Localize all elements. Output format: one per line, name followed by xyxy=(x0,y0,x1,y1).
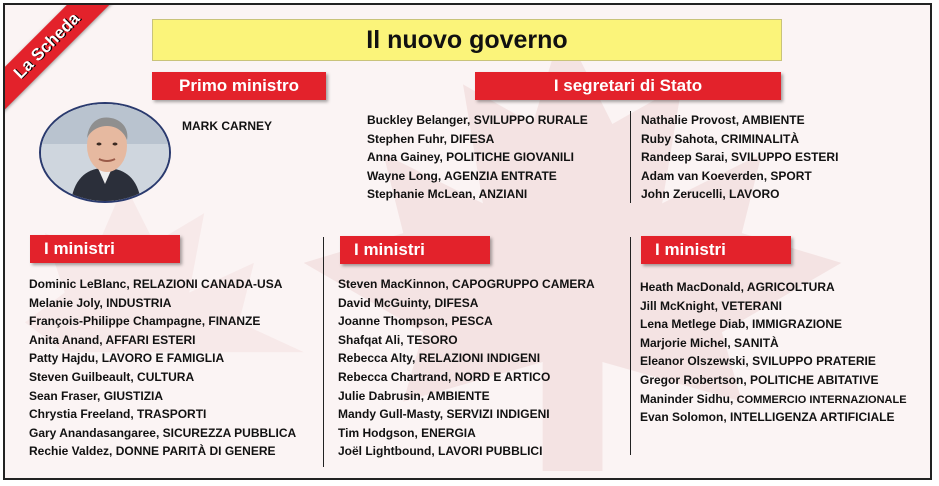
list-item xyxy=(640,315,907,334)
portfolio: INDUSTRIA xyxy=(106,295,172,310)
list-item xyxy=(29,275,296,294)
portfolio: TESORO xyxy=(406,332,458,347)
ministri-header-3: I ministri xyxy=(641,236,791,264)
list-item xyxy=(640,408,907,427)
portfolio: DONNE PARITÀ DI GENERE xyxy=(115,444,276,459)
list-item xyxy=(367,111,588,130)
portfolio: AMBIENTE xyxy=(426,388,490,403)
person-name: Joël Lightbound, xyxy=(338,444,438,459)
portfolio: SERVIZI INDIGENI xyxy=(446,407,550,422)
person-name: Tim Hodgson, xyxy=(338,425,422,440)
person-name: John Zerucelli, xyxy=(641,187,730,202)
portfolio: ENERGIA xyxy=(421,425,476,440)
person-name: Stephanie McLean, xyxy=(367,187,479,202)
portfolio: AGRICOLTURA xyxy=(746,280,835,294)
la-scheda-ribbon: La Scheda xyxy=(3,3,128,127)
list-item xyxy=(641,167,838,186)
portfolio: COMMERCIO INTERNAZIONALE xyxy=(736,393,907,406)
page-title: Il nuovo governo xyxy=(152,19,782,61)
portfolio: PESCA xyxy=(451,314,493,329)
person-name: Gregor Robertson, xyxy=(640,372,751,387)
portfolio: SANITÀ xyxy=(734,335,779,350)
person-name: Stephen Fuhr, xyxy=(367,131,451,146)
list-item xyxy=(640,352,907,371)
list-item xyxy=(29,424,296,443)
list-item xyxy=(29,387,296,406)
person-name: Julie Dabrusin, xyxy=(338,388,427,403)
person-name: Gary Anandasangaree, xyxy=(29,425,163,440)
person-name: Randeep Sarai, xyxy=(641,150,732,165)
divider xyxy=(630,111,631,203)
portfolio: CAPOGRUPPO CAMERA xyxy=(452,277,595,291)
list-item xyxy=(367,167,588,186)
person-name: Jill McKnight, xyxy=(640,298,722,313)
list-item xyxy=(29,368,296,387)
list-item xyxy=(338,405,595,424)
list-item xyxy=(29,405,296,424)
portfolio: DIFESA xyxy=(450,131,495,146)
person-name: Wayne Long, xyxy=(367,168,445,183)
list-item xyxy=(640,297,907,316)
ministri-header-2: I ministri xyxy=(340,236,490,264)
portfolio: AGENZIA ENTRATE xyxy=(444,168,557,183)
person-name: Steven MacKinnon, xyxy=(338,277,453,291)
avatar xyxy=(39,102,171,203)
portfolio: TRASPORTI xyxy=(137,407,207,422)
person-name: David McGuinty, xyxy=(338,295,435,310)
portfolio: POLITICHE GIOVANILI xyxy=(446,150,574,165)
person-name: François-Philippe Champagne, xyxy=(29,314,209,329)
portfolio: ANZIANI xyxy=(478,187,528,202)
portrait-icon xyxy=(41,104,169,201)
list-item xyxy=(641,111,838,130)
list-item xyxy=(29,294,296,313)
person-name: Anna Gainey, xyxy=(367,150,447,165)
person-name: Rebecca Chartrand, xyxy=(338,369,455,384)
person-name: Sean Fraser, xyxy=(29,388,104,403)
person-name: Nathalie Provost, xyxy=(641,113,742,127)
ministri-list-2 xyxy=(338,275,595,461)
segretari-list-right xyxy=(641,111,838,204)
portfolio: LAVORO E FAMIGLIA xyxy=(101,351,225,366)
list-item xyxy=(338,424,595,443)
ministri-list-1 xyxy=(29,275,296,461)
portfolio: POLITICHE ABITATIVE xyxy=(750,372,879,387)
person-name: Shafqat Ali, xyxy=(338,332,407,347)
ministri-header-1: I ministri xyxy=(30,235,180,263)
portfolio: GIUSTIZIA xyxy=(103,388,164,403)
person-name: Joanne Thompson, xyxy=(338,314,452,329)
portfolio: LAVORI PUBBLICI xyxy=(437,444,543,459)
portfolio: CRIMINALITÀ xyxy=(721,131,800,146)
portfolio: VETERANI xyxy=(721,298,783,313)
person-name: Mandy Gull-Masty, xyxy=(338,407,447,422)
list-item xyxy=(29,312,296,331)
list-item xyxy=(641,130,838,149)
person-name: Heath MacDonald, xyxy=(640,280,747,294)
list-item xyxy=(29,331,296,350)
list-item xyxy=(640,334,907,353)
list-item xyxy=(338,387,595,406)
person-name: Evan Solomon, xyxy=(640,410,731,425)
list-item xyxy=(367,148,588,167)
list-item xyxy=(367,130,588,149)
person-name: Anita Anand, xyxy=(29,332,106,347)
list-item xyxy=(29,442,296,461)
portfolio: AMBIENTE xyxy=(741,113,805,127)
portfolio: RELAZIONI CANADA-USA xyxy=(133,277,283,291)
segretari-header: I segretari di Stato xyxy=(475,72,781,100)
person-name: Chrystia Freeland, xyxy=(29,407,138,422)
primo-ministro-header: Primo ministro xyxy=(152,72,326,100)
person-name: Eleanor Olszewski, xyxy=(640,354,753,369)
person-name: Patty Hajdu, xyxy=(29,351,102,366)
person-name: Rebecca Alty, xyxy=(338,351,419,366)
portfolio: SVILUPPO RURALE xyxy=(473,113,588,127)
portfolio: IMMIGRAZIONE xyxy=(752,317,843,332)
person-name: Dominic LeBlanc, xyxy=(29,277,134,291)
list-item xyxy=(338,294,595,313)
list-item xyxy=(338,368,595,387)
person-name: Adam van Koeverden, xyxy=(641,168,771,183)
list-item xyxy=(338,349,595,368)
person-name: Melanie Joly, xyxy=(29,295,107,310)
list-item xyxy=(640,371,907,390)
list-item xyxy=(641,148,838,167)
portfolio: SICUREZZA PUBBLICA xyxy=(162,425,297,440)
portfolio: SPORT xyxy=(770,168,812,183)
portfolio: NORD E ARTICO xyxy=(454,369,551,384)
portfolio: RELAZIONI INDIGENI xyxy=(418,351,541,366)
person-name: Steven Guilbeault, xyxy=(29,369,138,384)
list-item xyxy=(338,275,595,294)
list-item xyxy=(641,185,838,204)
list-item xyxy=(338,442,595,461)
portfolio: FINANZE xyxy=(208,314,261,329)
portfolio: DIFESA xyxy=(434,295,479,310)
portfolio: CULTURA xyxy=(137,369,195,384)
person-name: Maninder Sidhu, xyxy=(640,391,737,406)
list-item xyxy=(29,349,296,368)
divider xyxy=(630,237,631,455)
person-name: Ruby Sahota, xyxy=(641,131,722,146)
primo-ministro-name: MARK CARNEY xyxy=(182,119,272,133)
person-name: Marjorie Michel, xyxy=(640,335,735,350)
portfolio: INTELLIGENZA ARTIFICIALE xyxy=(730,410,895,425)
portfolio: SVILUPPO ESTERI xyxy=(731,150,839,165)
list-item xyxy=(367,185,588,204)
list-item xyxy=(640,278,907,297)
portfolio: SVILUPPO PRATERIE xyxy=(752,354,876,369)
list-item xyxy=(640,390,907,409)
divider xyxy=(323,237,324,467)
portfolio: AFFARI ESTERI xyxy=(105,332,196,347)
person-name: Buckley Belanger, xyxy=(367,113,474,127)
ministri-list-3 xyxy=(640,278,907,427)
infographic-card xyxy=(3,3,932,480)
person-name: Lena Metlege Diab, xyxy=(640,317,753,332)
segretari-list-left xyxy=(367,111,588,204)
portfolio: LAVORO xyxy=(729,187,780,202)
list-item xyxy=(338,331,595,350)
list-item xyxy=(338,312,595,331)
person-name: Rechie Valdez, xyxy=(29,444,116,459)
